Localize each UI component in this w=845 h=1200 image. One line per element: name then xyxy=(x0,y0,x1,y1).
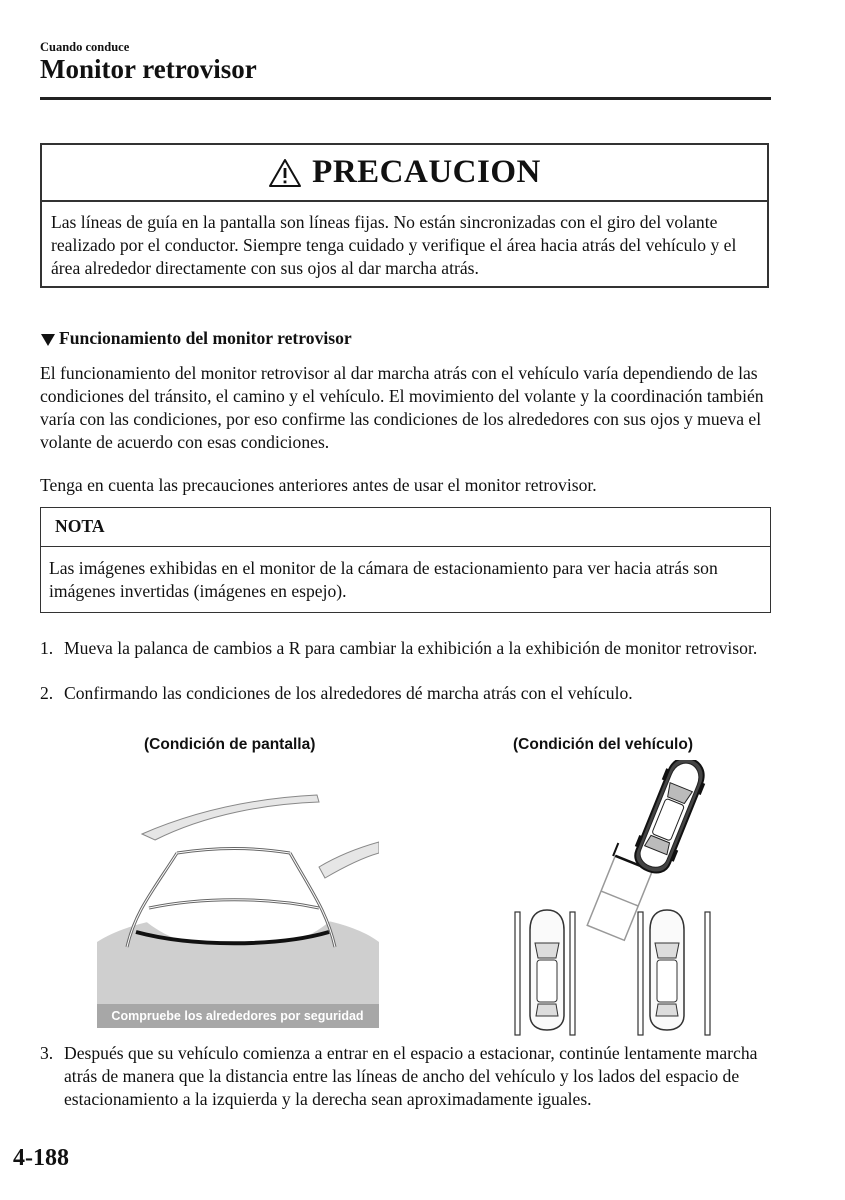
note-title: NOTA xyxy=(55,516,105,536)
parked-car-right xyxy=(650,910,684,1030)
caution-text: Las líneas de guía en la pantalla son líneas fijas. No están sincronizadas con el giro del volante realizado por el conductor. Siempre tenga cuidado y verifique el área hacia atrás del vehículo y el área alrededor directamente con sus ojos al dar marcha atrás. xyxy=(51,212,737,278)
note-header xyxy=(41,508,770,547)
caution-box xyxy=(40,143,769,288)
vehicle-figure-caption: (Condición del vehículo) xyxy=(513,736,693,753)
reversing-car xyxy=(628,760,712,878)
caution-header xyxy=(42,145,767,202)
warning-triangle-icon xyxy=(268,158,302,188)
list-item xyxy=(40,637,768,660)
step-text: Después que su vehículo comienza a entrar en el espacio a estacionar, continúe lentamente marcha atrás de manera que la distancia entre las líneas de ancho del vehículo y los lados del espacio de estacionamiento a la izquierda y la derecha sean aproximadamente iguales. xyxy=(64,1043,758,1109)
paragraph: El funcionamiento del monitor retrovisor al dar marcha atrás con el vehículo varía dependiendo de las condiciones del tránsito, el camino y el vehículo. El movimiento del volante y la coordinación también varía con las condiciones, por eso confirme las condiciones de los alrededores con sus ojos y mueva el volante de acuerdo con esas condiciones. xyxy=(40,363,764,452)
caution-title: PRECAUCION xyxy=(312,154,541,190)
paragraph: Tenga en cuenta las precauciones anteriores antes de usar el monitor retrovisor. xyxy=(40,475,597,495)
list-item xyxy=(40,1042,768,1111)
section-heading-text: Funcionamiento del monitor retrovisor xyxy=(59,328,352,348)
screen-figure-caption: (Condición de pantalla) xyxy=(144,736,316,753)
note-box xyxy=(40,507,771,613)
step-text: Confirmando las condiciones de los alrededores dé marcha atrás con el vehículo. xyxy=(64,683,633,703)
page-title: Monitor retrovisor xyxy=(40,54,257,84)
step-number: 1. xyxy=(40,638,54,658)
triangle-down-icon xyxy=(40,331,56,347)
step-number: 3. xyxy=(40,1043,54,1063)
section-heading xyxy=(40,328,352,349)
parked-car-left xyxy=(530,910,564,1030)
step-text: Mueva la palanca de cambios a R para cambiar la exhibición a la exhibición de monitor retrovisor. xyxy=(64,638,758,658)
screen-safety-banner: Compruebe los alrededores por seguridad xyxy=(111,1009,364,1023)
note-text: Las imágenes exhibidas en el monitor de la cámara de estacionamiento para ver hacia atrás son imágenes invertidas (imágenes en espejo). xyxy=(49,558,718,601)
page-number: 4-188 xyxy=(13,1145,69,1171)
step-number: 2. xyxy=(40,683,54,703)
vehicle-parking-illustration xyxy=(505,760,720,1038)
list-item xyxy=(40,682,768,705)
section-label: Cuando conduce xyxy=(40,40,130,54)
title-rule xyxy=(40,97,771,100)
rear-camera-screen-illustration xyxy=(97,792,380,1029)
